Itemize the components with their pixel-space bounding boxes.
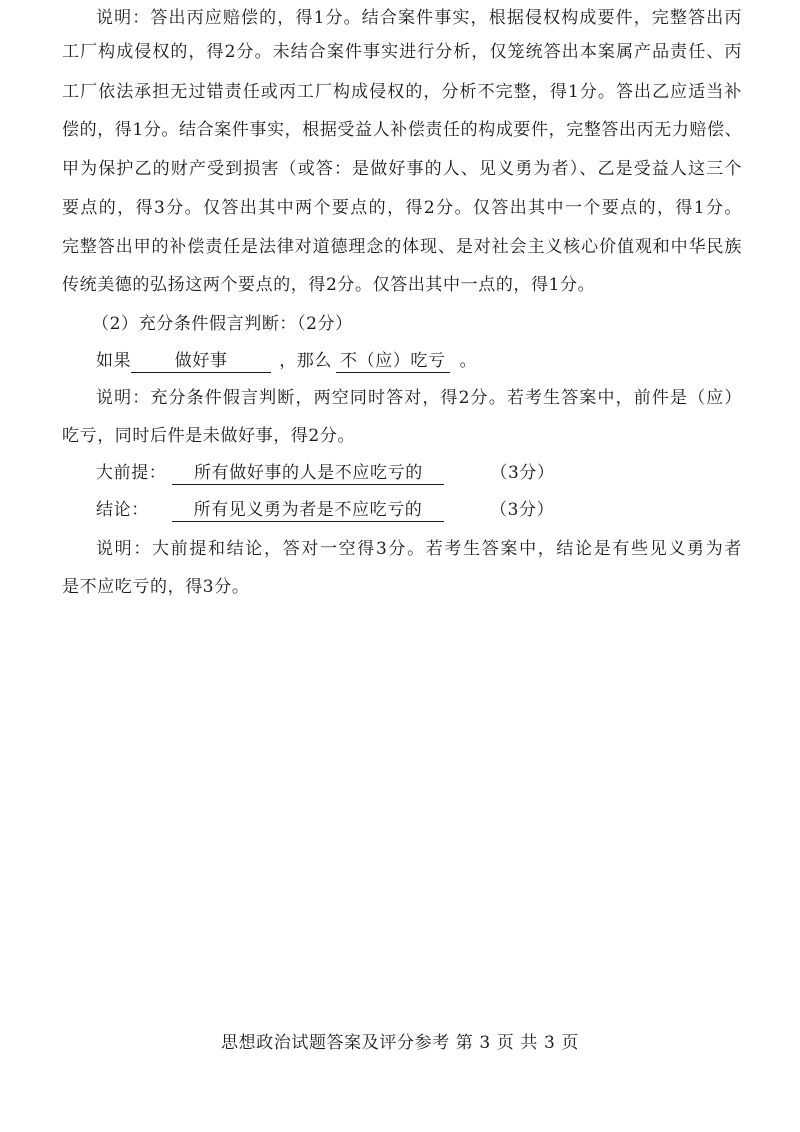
paragraph-2-line-2: 吃亏，同时后件是未做好事，得2分。 xyxy=(62,426,356,446)
major-premise-score: （3分） xyxy=(490,463,555,483)
paragraph-1-line-5: 甲为保护乙的财产受到损害（或答：是做好事的人、见义勇为者）、乙是受益人这三个 xyxy=(62,159,742,179)
paragraph-1-line-7: 完整答出甲的补偿责任是法律对道德理念的体现、是对社会主义核心价值观和中华民族 xyxy=(62,237,742,257)
major-premise-answer: 所有做好事的人是不应吃亏的 xyxy=(172,462,444,485)
paragraph-2-line-1: 说明：充分条件假言判断，两空同时答对，得2分。若考生答案中，前件是（应） xyxy=(96,388,742,408)
antecedent-blank: 做好事 xyxy=(131,350,271,373)
conclusion-row xyxy=(96,498,776,522)
paragraph-1-line-1: 说明：答出丙应赔偿的，得1分。结合案件事实，根据侵权构成要件，完整答出丙 xyxy=(96,8,742,28)
paragraph-1-line-3: 工厂依法承担无过错责任或丙工厂构成侵权的，分析不完整，得1分。答出乙应适当补 xyxy=(62,82,742,102)
consequent-blank: 不（应）吃亏 xyxy=(336,350,450,373)
conclusion-label: 结论： xyxy=(96,500,149,520)
paragraph-3-line-2: 是不应吃亏的，得3分。 xyxy=(62,577,250,597)
paragraph-3-line-1: 说明：大前提和结论，答对一空得3分。若考生答案中，结论是有些见义勇为者 xyxy=(96,539,742,559)
major-premise-row xyxy=(96,461,776,485)
paragraph-1-line-4: 偿的，得1分。结合案件事实，根据受益人补偿责任的构成要件，完整答出丙无力赔偿、 xyxy=(62,120,743,140)
conclusion-answer: 所有见义勇为者是不应吃亏的 xyxy=(172,499,444,522)
conditional-suffix: 。 xyxy=(459,351,478,371)
section-2-heading: （2）充分条件假言判断：（2分） xyxy=(92,314,353,334)
conditional-middle: ，那么 xyxy=(279,351,333,371)
conditional-prefix: 如果 xyxy=(96,351,132,371)
conclusion-score: （3分） xyxy=(490,500,555,520)
page-footer: 思想政治试题答案及评分参考 第 3 页 共 3 页 xyxy=(220,1033,580,1053)
paragraph-1-line-2: 工厂构成侵权的，得2分。未结合案件事实进行分析，仅笼统答出本案属产品责任、丙 xyxy=(62,42,742,62)
paragraph-1-line-6: 要点的，得3分。仅答出其中两个要点的，得2分。仅答出其中一个要点的，得1分。 xyxy=(62,198,742,218)
major-premise-label: 大前提： xyxy=(96,463,167,483)
paragraph-1-line-8: 传统美德的弘扬这两个要点的，得2分。仅答出其中一点的，得1分。 xyxy=(62,275,596,295)
conditional-statement xyxy=(96,349,776,373)
